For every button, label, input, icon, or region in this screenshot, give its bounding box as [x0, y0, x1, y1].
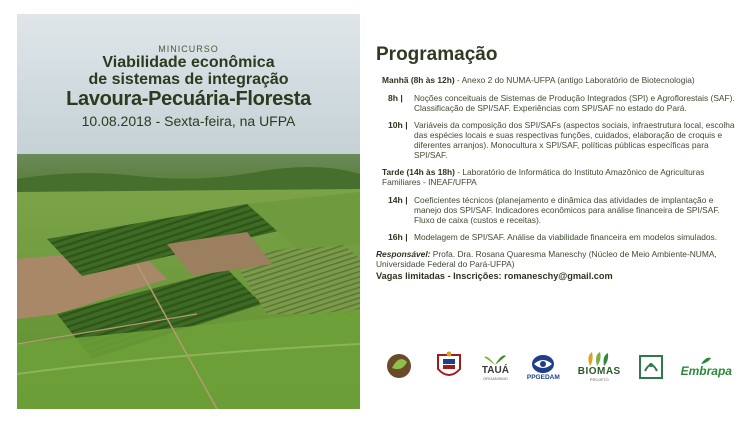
course-title-line1: Viabilidade econômica: [102, 54, 275, 71]
schedule-item: [376, 232, 736, 242]
course-title-line3: Lavoura-Pecuária-Floresta: [66, 88, 311, 110]
globe-icon: [530, 354, 556, 374]
responsible-text: Profa. Dra. Rosana Quaresma Maneschy (Núcleo de Meio Ambiente-NUMA, Universidade Federal do Pará-UFPA): [376, 249, 717, 269]
course-tag: MINICURSO: [158, 44, 219, 54]
course-banner: [17, 44, 360, 129]
program-title: Programação: [376, 44, 498, 65]
taua-label: TAUÁ: [481, 365, 509, 376]
course-date: 10.08.2018 - Sexta-feira, na UFPA: [81, 113, 296, 129]
biomas-logo: [578, 352, 621, 382]
embrapa-leaf-icon: [701, 356, 711, 364]
taua-sub: ORGANISMO: [482, 376, 508, 381]
schedule-item: [376, 93, 736, 113]
partner-logos: [382, 350, 732, 384]
biomas-label: BIOMAS: [577, 366, 621, 377]
afternoon-session: [382, 167, 736, 187]
leaves-icon: [584, 352, 614, 366]
schedule-item: [376, 195, 736, 225]
schedule-item: [376, 120, 736, 160]
schedule-time: 10h |: [388, 120, 408, 130]
course-title-line2: de sistemas de integração: [88, 71, 289, 88]
morning-session: [382, 75, 736, 85]
registration-info: Vagas limitadas - Inscrições: romaneschy@gmail.com: [376, 271, 613, 281]
taua-logo: [482, 353, 509, 381]
program-panel: [376, 44, 736, 281]
embrapa-label: Embrapa: [680, 364, 732, 378]
numa-logo: [382, 352, 416, 382]
biomas-sub: PROJETO: [589, 377, 609, 382]
ppgedam-label: PPGEDAM: [526, 373, 560, 381]
crest-icon: [434, 351, 464, 383]
leaf-circle-icon: [382, 352, 416, 382]
sprout-icon: [484, 353, 506, 365]
schedule-text: Variáveis da composição dos SPI/SAFs (aspectos sociais, infraestrutura local, escolha das espécies locais e suas respectivas funções, cuidados, elaboração de croquis e diferentes arranjos). Monocultura x SPI/SAF, políticas públicas específicas para SPI/SAF.: [414, 120, 735, 160]
schedule-time: 14h |: [388, 195, 408, 205]
hero-photo: [17, 14, 360, 409]
responsible-info: [376, 249, 736, 269]
schedule-text: Noções conceituais de Sistemas de Produção Integrados (SPI) e Agroflorestais (SAF). Classificação de SPI/SAF. Experiências com SPI/SAF no estado do Pará.: [414, 93, 735, 113]
ccn-logo: [639, 355, 663, 379]
afternoon-label: Tarde (14h às 18h): [382, 167, 455, 177]
schedule-time: 16h |: [388, 232, 408, 242]
ufpa-logo: [434, 351, 464, 383]
square-emblem-icon: [639, 355, 663, 379]
schedule-text: Modelagem de SPI/SAF. Análise da viabilidade financeira em modelos simulados.: [414, 232, 718, 242]
schedule-time: 8h |: [388, 93, 403, 103]
afternoon-desc: - Laboratório de Informática do Instituto Amazônico de Agriculturas Familiares - INEAF/UFPA: [382, 167, 705, 187]
ppgedam-logo: [527, 354, 560, 381]
embrapa-logo: [681, 356, 732, 378]
morning-desc: - Anexo 2 do NUMA-UFPA (antigo Laboratório de Biotecnologia): [454, 75, 695, 85]
schedule-text: Coeficientes técnicos (planejamento e dinâmica das atividades de implantação e manejo dos SPI/SAF. Indicadores econômicos para análise financeira de SPI/SAF. Fluxo de caixa (custos e receitas).: [414, 195, 720, 225]
morning-label: Manhã (8h às 12h): [382, 75, 455, 85]
responsible-label: Responsável:: [376, 249, 431, 259]
